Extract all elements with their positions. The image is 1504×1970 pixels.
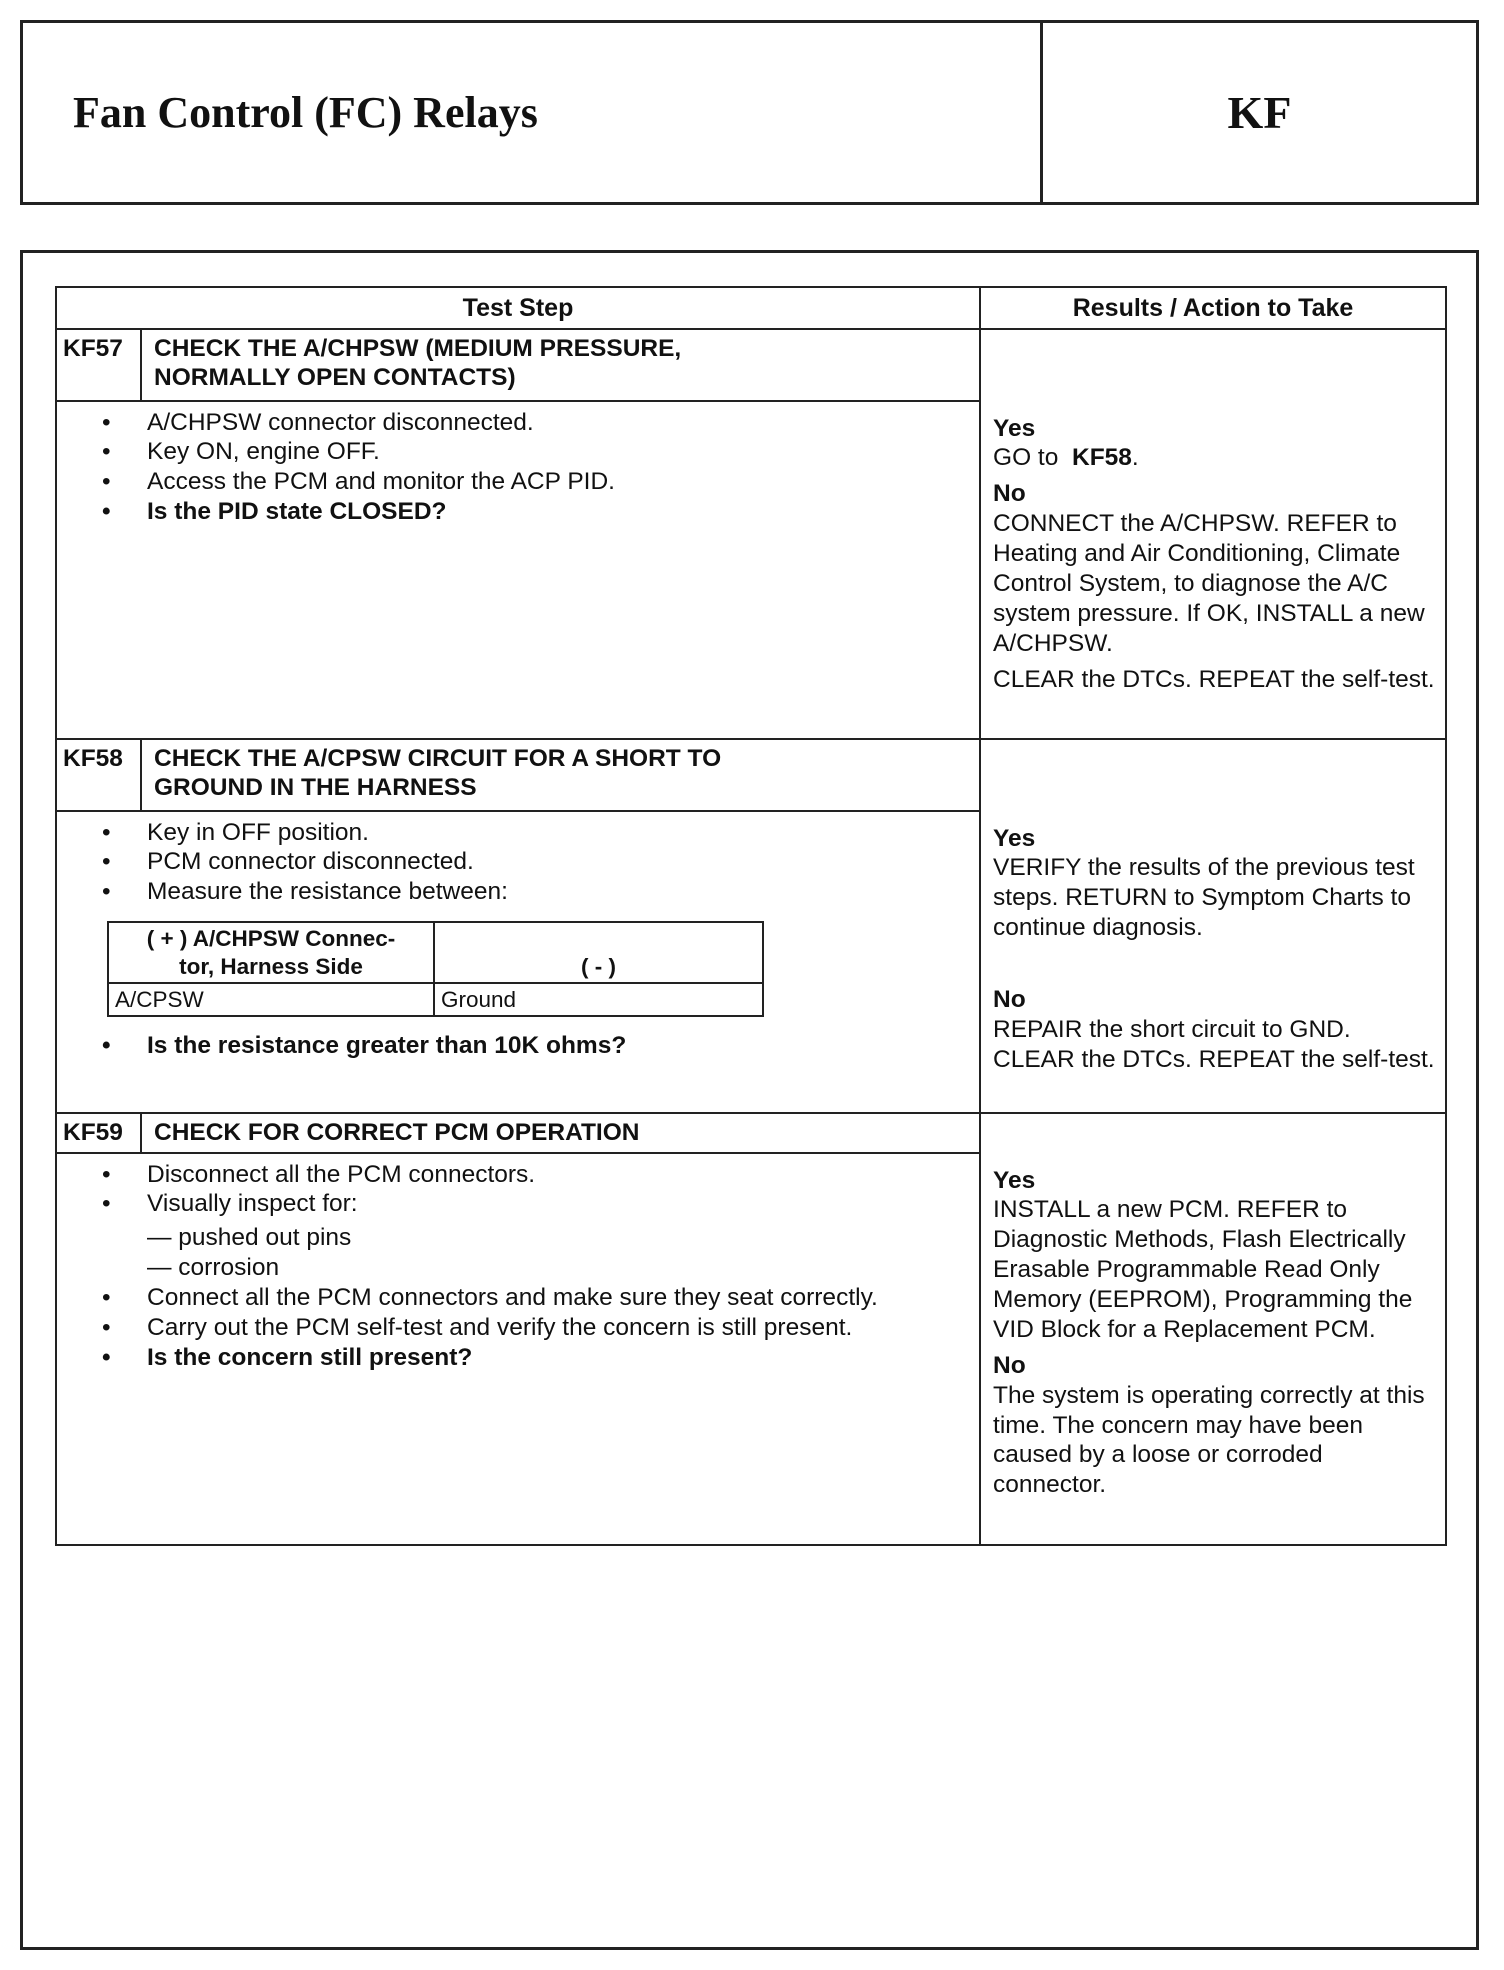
test-step-header: Test Step (56, 287, 980, 329)
measurement-table (107, 921, 764, 1017)
measurement-header-negative: ( - ) (434, 922, 763, 983)
measurement-header-positive: ( + ) A/CHPSW Connec- tor, Harness Side (108, 922, 434, 983)
yes-action: GO to KF58. (993, 444, 1139, 472)
section-code: KF (1227, 87, 1292, 138)
list-item: • A/CHPSW connector disconnected. (97, 408, 969, 438)
step-kf57-title-row (56, 329, 1446, 401)
step-question: • Is the concern still present? (97, 1343, 969, 1373)
no-label: No (993, 986, 1026, 1013)
list-item: • Connect all the PCM connectors and make sure they seat correctly. (97, 1283, 969, 1313)
dash-item: — corrosion (147, 1254, 280, 1282)
step-question: • Is the resistance greater than 10K ohms? (97, 1031, 969, 1061)
step-id: KF59 (56, 1113, 141, 1153)
list-item: • Measure the resistance between: (97, 877, 969, 907)
list-item: • Visually inspect for: (97, 1189, 969, 1219)
measurement-positive: A/CPSW (108, 983, 434, 1016)
step-kf57-results (980, 329, 1446, 739)
no-action: The system is operating correctly at this time. The concern may have been caused by a loose or corroded connector. (993, 1381, 1425, 1499)
no-action: CONNECT the A/CHPSW. REFER to Heating and Air Conditioning, Climate Control System, to diagnose the A/C system pressure. If OK, INSTALL a new A/CHPSW. (993, 510, 1425, 657)
page-title: Fan Control (FC) Relays (23, 23, 1043, 202)
step-kf59-title-row (56, 1113, 1446, 1153)
measurement-negative: Ground (434, 983, 763, 1016)
step-question: • Is the PID state CLOSED? (97, 497, 969, 527)
yes-action: INSTALL a new PCM. REFER to Diagnostic Methods, Flash Electrically Erasable Programmable Read Only Memory (EEPROM), Programming the VID Block for a Replacement PCM. (993, 1196, 1413, 1343)
no-label: No (993, 480, 1026, 508)
list-item: • Carry out the PCM self-test and verify the concern is still present. (97, 1313, 969, 1343)
step-title (141, 329, 980, 401)
no-action-2: CLEAR the DTCs. REPEAT the self-test. (993, 665, 1435, 693)
list-item: • PCM connector disconnected. (97, 847, 969, 877)
step-title: CHECK FOR CORRECT PCM OPERATION (141, 1113, 980, 1153)
step-title-line: GROUND IN THE HARNESS (154, 774, 477, 802)
step-kf58-title-row (56, 739, 1446, 811)
step-kf57-body (56, 401, 980, 739)
step-kf59-body (56, 1153, 980, 1545)
step-id: KF57 (56, 329, 141, 401)
table-header-row (56, 287, 1446, 329)
step-kf58-results (980, 739, 1446, 1113)
no-action: REPAIR the short circuit to GND. CLEAR the DTCs. REPEAT the self-test. (993, 1015, 1435, 1073)
no-label: No (993, 1351, 1026, 1379)
list-item: • Key in OFF position. (97, 818, 969, 848)
list-item: • Access the PCM and monitor the ACP PID. (97, 467, 969, 497)
list-item: • Disconnect all the PCM connectors. (97, 1160, 969, 1190)
list-item: • Key ON, engine OFF. (97, 437, 969, 467)
pinpoint-test-table (55, 286, 1447, 1546)
step-title-line: NORMALLY OPEN CONTACTS) (154, 364, 516, 392)
dash-item: — pushed out pins (147, 1224, 352, 1252)
results-header: Results / Action to Take (980, 287, 1446, 329)
yes-label: Yes (993, 824, 1036, 852)
step-title-line: CHECK THE A/CHPSW (MEDIUM PRESSURE, (154, 334, 682, 362)
step-title (141, 739, 980, 811)
yes-action: VERIFY the results of the previous test steps. RETURN to Symptom Charts to continue diagnosis. (993, 854, 1415, 942)
diagnostic-frame (20, 250, 1479, 1950)
step-title-line: CHECK THE A/CPSW CIRCUIT FOR A SHORT TO (154, 744, 722, 772)
step-id: KF58 (56, 739, 141, 811)
step-kf59-results (980, 1113, 1446, 1545)
step-kf58-body (56, 811, 980, 1113)
yes-label: Yes (993, 1166, 1036, 1194)
yes-label: Yes (993, 414, 1036, 442)
page-header (20, 20, 1479, 205)
